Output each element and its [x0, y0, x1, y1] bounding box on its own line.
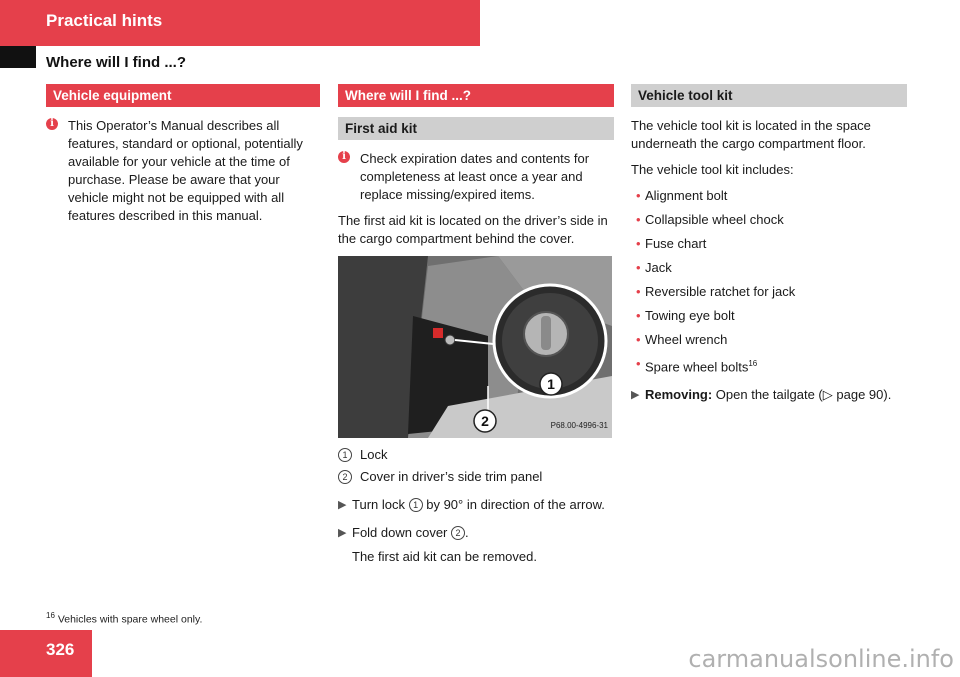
svg-text:1: 1	[547, 376, 555, 392]
step-arrow-icon: ▶	[338, 527, 347, 539]
page-reference: ▷ page 90	[822, 387, 884, 403]
first-aid-location-text: The first aid kit is located on the driver’s side in the cargo compartment behind the cover.	[338, 213, 608, 246]
section-heading-vehicle-tool-kit: Vehicle tool kit	[631, 84, 907, 107]
tool-kit-location-text: The vehicle tool kit is located in the space underneath the cargo compartment floor.	[631, 118, 871, 151]
list-item: • Collapsible wheel chock	[636, 212, 784, 227]
legend-item-lock	[338, 446, 614, 464]
number-2-icon: 2	[338, 470, 352, 484]
page-subtitle: Where will I find ...?	[46, 54, 187, 71]
cargo-compartment-illustration	[338, 256, 612, 438]
bullet-icon: •	[636, 356, 641, 371]
legend-item-cover	[338, 468, 614, 486]
step-fold-cover	[338, 524, 614, 566]
bullet-icon: •	[636, 284, 641, 299]
section-heading-vehicle-equipment: Vehicle equipment	[46, 84, 320, 107]
column-tool-kit	[631, 84, 907, 404]
tool-kit-list	[631, 187, 907, 376]
number-1-icon: 1	[409, 498, 423, 512]
watermark: carmanualsonline.info	[688, 645, 954, 673]
section-marker	[0, 46, 36, 68]
info-note	[338, 150, 614, 204]
step-text: .	[465, 525, 469, 540]
bullet-icon: •	[636, 332, 641, 347]
step-text: by 90° in direction of the arrow.	[426, 497, 605, 512]
step-removing	[631, 386, 907, 404]
step-result: The first aid kit can be removed.	[352, 549, 537, 564]
number-2-icon: 2	[451, 526, 465, 540]
page-number-tab	[0, 630, 92, 677]
column-first-aid	[338, 84, 614, 566]
legend-text: Lock	[360, 447, 388, 462]
tool-kit-includes-text: The vehicle tool kit includes:	[631, 162, 794, 177]
footnote-number: 16	[46, 611, 55, 620]
step-text: Fold down cover	[352, 525, 448, 540]
footnote	[46, 611, 202, 626]
list-item: • Wheel wrench	[636, 332, 728, 347]
footnote-ref: 16	[748, 359, 758, 368]
bullet-icon: •	[636, 212, 641, 227]
first-aid-kit-photo	[338, 256, 612, 438]
step-turn-lock	[338, 496, 614, 514]
list-item: • Reversible ratchet for jack	[636, 284, 796, 299]
figure-code: P68.00-4996-31	[550, 421, 608, 430]
subheading-first-aid-kit: First aid kit	[338, 117, 614, 140]
section-heading-where: Where will I find ...?	[338, 84, 614, 107]
bullet-icon: •	[636, 308, 641, 323]
list-item: • Towing eye bolt	[636, 308, 735, 323]
list-item: • Spare wheel bolts$^{16}$	[636, 356, 758, 375]
column-vehicle-equipment	[46, 84, 320, 233]
bullet-icon: •	[636, 260, 641, 275]
svg-text:2: 2	[481, 413, 489, 429]
chapter-header	[0, 0, 480, 46]
footnote-text: Vehicles with spare wheel only.	[57, 613, 203, 626]
number-1-icon: 1	[338, 448, 352, 462]
legend-text: Cover in driver’s side trim panel	[360, 469, 543, 484]
list-item: • Jack	[636, 260, 672, 275]
list-item: • Alignment bolt	[636, 188, 728, 203]
bullet-icon: •	[636, 188, 641, 203]
info-note	[46, 117, 320, 225]
info-icon: i	[338, 151, 350, 163]
step-text: Open the tailgate (	[715, 387, 823, 403]
step-text: ).	[883, 387, 892, 403]
bullet-icon: •	[636, 236, 641, 251]
info-text: Check expiration dates and contents for completeness at least once a year and replace missing/expired items.	[360, 151, 590, 202]
step-arrow-icon: ▶	[631, 389, 640, 402]
removing-label: Removing:	[645, 387, 713, 403]
list-item: • Fuse chart	[636, 236, 707, 251]
info-icon: i	[46, 118, 58, 130]
step-text: Turn lock	[352, 497, 405, 512]
step-arrow-icon: ▶	[338, 499, 347, 511]
chapter-title: Practical hints	[46, 11, 163, 30]
page-number: 326	[46, 640, 75, 659]
info-text: This Operator’s Manual describes all features, standard or optional, potentially available for your vehicle at the time of purchase. Please be aware that your vehicle might not be equipped with all features described in this manual.	[68, 118, 303, 223]
